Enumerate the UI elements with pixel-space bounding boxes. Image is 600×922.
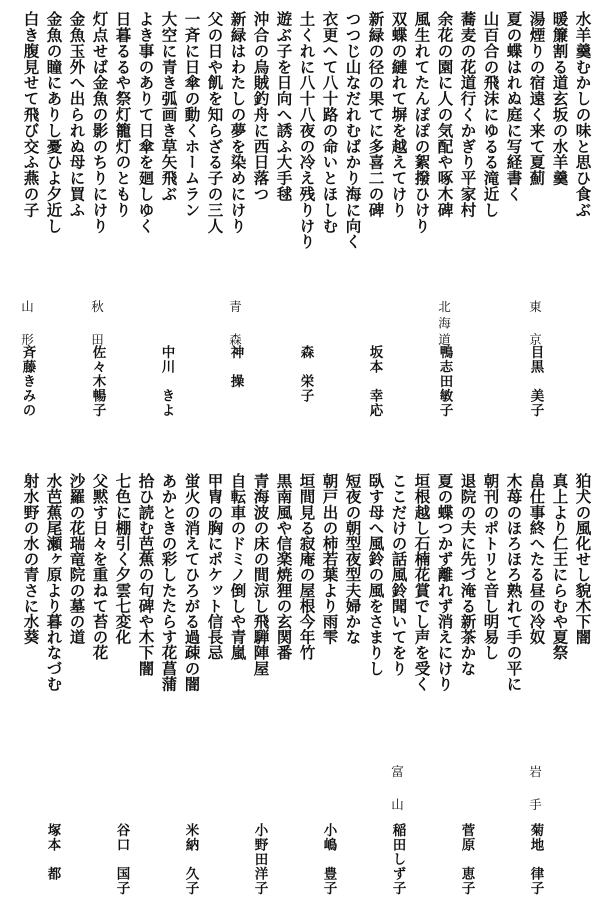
author-name: 菅原 恵子 [458,823,475,896]
poem-line: よき事のありて日傘を廻しゆく [136,11,156,234]
poem-line: 金魚の瞳にありし憂ひよ夕近し [44,11,64,234]
poem-line: 湯煙りの宿遠く来て夏薊 [527,11,547,186]
poem-line: 白き腹見せて飛び交ふ燕の子 [21,11,41,218]
poem-line: 蕎麦の花道行くかぎり平家村 [458,11,478,218]
poem-line: 水羊羹むかしの味と思ひ食ぶ [573,11,593,218]
poem-line: 父黙す日々を重ねて苔の花 [90,473,110,661]
author-name: 神 操 [227,345,244,389]
poem-line: 蛍火の消えてひろがる過疎の闇 [182,473,202,692]
poem-line: 朝刊のポトリと音し明易し [481,473,501,661]
poem-line: 夏の蝶はれぬ庭に写経書く [504,11,524,202]
poem-line: 自転車のドミノ倒しや青嵐 [228,473,248,661]
poem-line: 新緑の径の果てに多喜二の碑 [366,11,386,218]
author-name: 塚本 都 [44,823,61,881]
author-prefecture: 富 山 [389,765,405,815]
author-name: 稲田しず子 [389,823,406,896]
poem-line: 甲冑の胸にポケット信長忌 [205,473,225,661]
author-prefecture: 青 森 [227,300,243,350]
author-name: 森 栄子 [297,345,314,403]
author-name: 小嶋 豊子 [320,823,337,896]
poem-line: 夏の蝶つかず離れず消えにけり [435,473,455,692]
poem-line: 退院の夫に先づ淹る新茶かな [458,473,478,676]
poem-line: 一斉に日傘の動くホームラン [182,11,202,218]
poem-line: 土くれに八十八夜の冷え残りけり [297,11,317,250]
poem-line: 垣間見る寂庵の屋根今年竹 [297,473,317,661]
poem-line: 日暮るるや祭灯籠灯のともり [113,11,133,218]
poem-line: 灯点せば金魚の影のちりにけり [90,11,110,234]
poem-line: 朝戸出の柿若葉より雨雫 [320,473,340,645]
poem-line: 畠仕事終へたる昼の冷奴 [527,473,547,645]
poem-line: 金魚玉外へ出られぬ母に買ふ [67,11,87,218]
poem-line: 七色に棚引く夕雲七変化 [113,473,133,645]
poem-line: 沖合の烏賊釣舟に西日落つ [251,11,271,202]
poem-line: 父の日や飢を知らざる子の三人 [205,11,225,234]
poem-line: 黒南風や信楽焼狸の玄関番 [274,473,294,661]
poem-line: あかときの彩したたらす花菖蒲 [159,473,179,692]
poem-line: 水芭蕉尾瀬ヶ原より暮れなづむ [44,473,64,692]
poem-line: 青海波の床の間涼し飛騨陣屋 [251,473,271,676]
author-name: 谷口 国子 [113,823,130,896]
author-name: 斉藤きみの [19,345,36,418]
author-name: 坂本 幸応 [366,345,383,418]
author-name: 中川 きよ [158,345,175,418]
poem-line: 短夜の朝型夜型夫婦かな [343,473,363,645]
author-name: 目黒 美子 [527,345,544,418]
poem-line: 新緑はわたしの夢を染めにけり [228,11,248,234]
author-prefecture: 岩 手 [527,765,543,815]
poem-line: 風生れてたんぽぽの絮撥ひけり [412,11,432,234]
poem-line: 真上より仁王にらむや夏祭 [550,473,570,661]
poem-line: 木苺のほろほろ熟れて手の平に [504,473,524,692]
poem-line: 沙羅の花瑞竜院の墓の道 [67,473,87,645]
author-prefecture: 秋 田 [89,300,105,350]
author-prefecture: 北海道 [436,300,452,350]
poem-line: 垣根越し石楠花賞でし声を受く [412,473,432,692]
author-name: 佐々木暢子 [89,345,106,418]
poem-line: 暖簾割る道玄坂の水羊羹 [550,11,570,186]
poem-line: 山百合の飛沫にゆるる滝近し [481,11,501,218]
author-name: 米納 久子 [182,823,199,896]
poem-line: 臥す母へ風鈴の風をさまりし [366,473,386,676]
poem-line: 狛犬の風化せし貌木下闇 [573,473,593,645]
poem-line: 双蝶の縺れて塀を越えてけり [389,11,409,218]
poem-line: 衣更へて八十路の命いとほしむ [320,11,340,234]
author-name: 菊地 律子 [527,823,544,896]
author-prefecture: 山 形 [19,300,35,350]
author-name: 鴨志田敏子 [436,345,453,418]
poem-line: つつじ山なだれむばかり海に向く [343,11,363,250]
poem-line: 射水野の水の青さに水葵 [21,473,41,645]
poem-line: ここだけの話風鈴聞いてをり [389,473,409,676]
poem-line: 遊ぶ子を日向へ誘ふ大手毬 [274,11,294,202]
author-prefecture: 東 京 [527,300,543,350]
poem-line: 大空に青き弧画き草矢飛ぶ [159,11,179,202]
poem-line: 余花の園に人の気配や啄木碑 [435,11,455,218]
poem-line: 拾ひ読む芭蕉の句碑や木下闇 [136,473,156,676]
author-name: 小野田洋子 [251,823,268,896]
